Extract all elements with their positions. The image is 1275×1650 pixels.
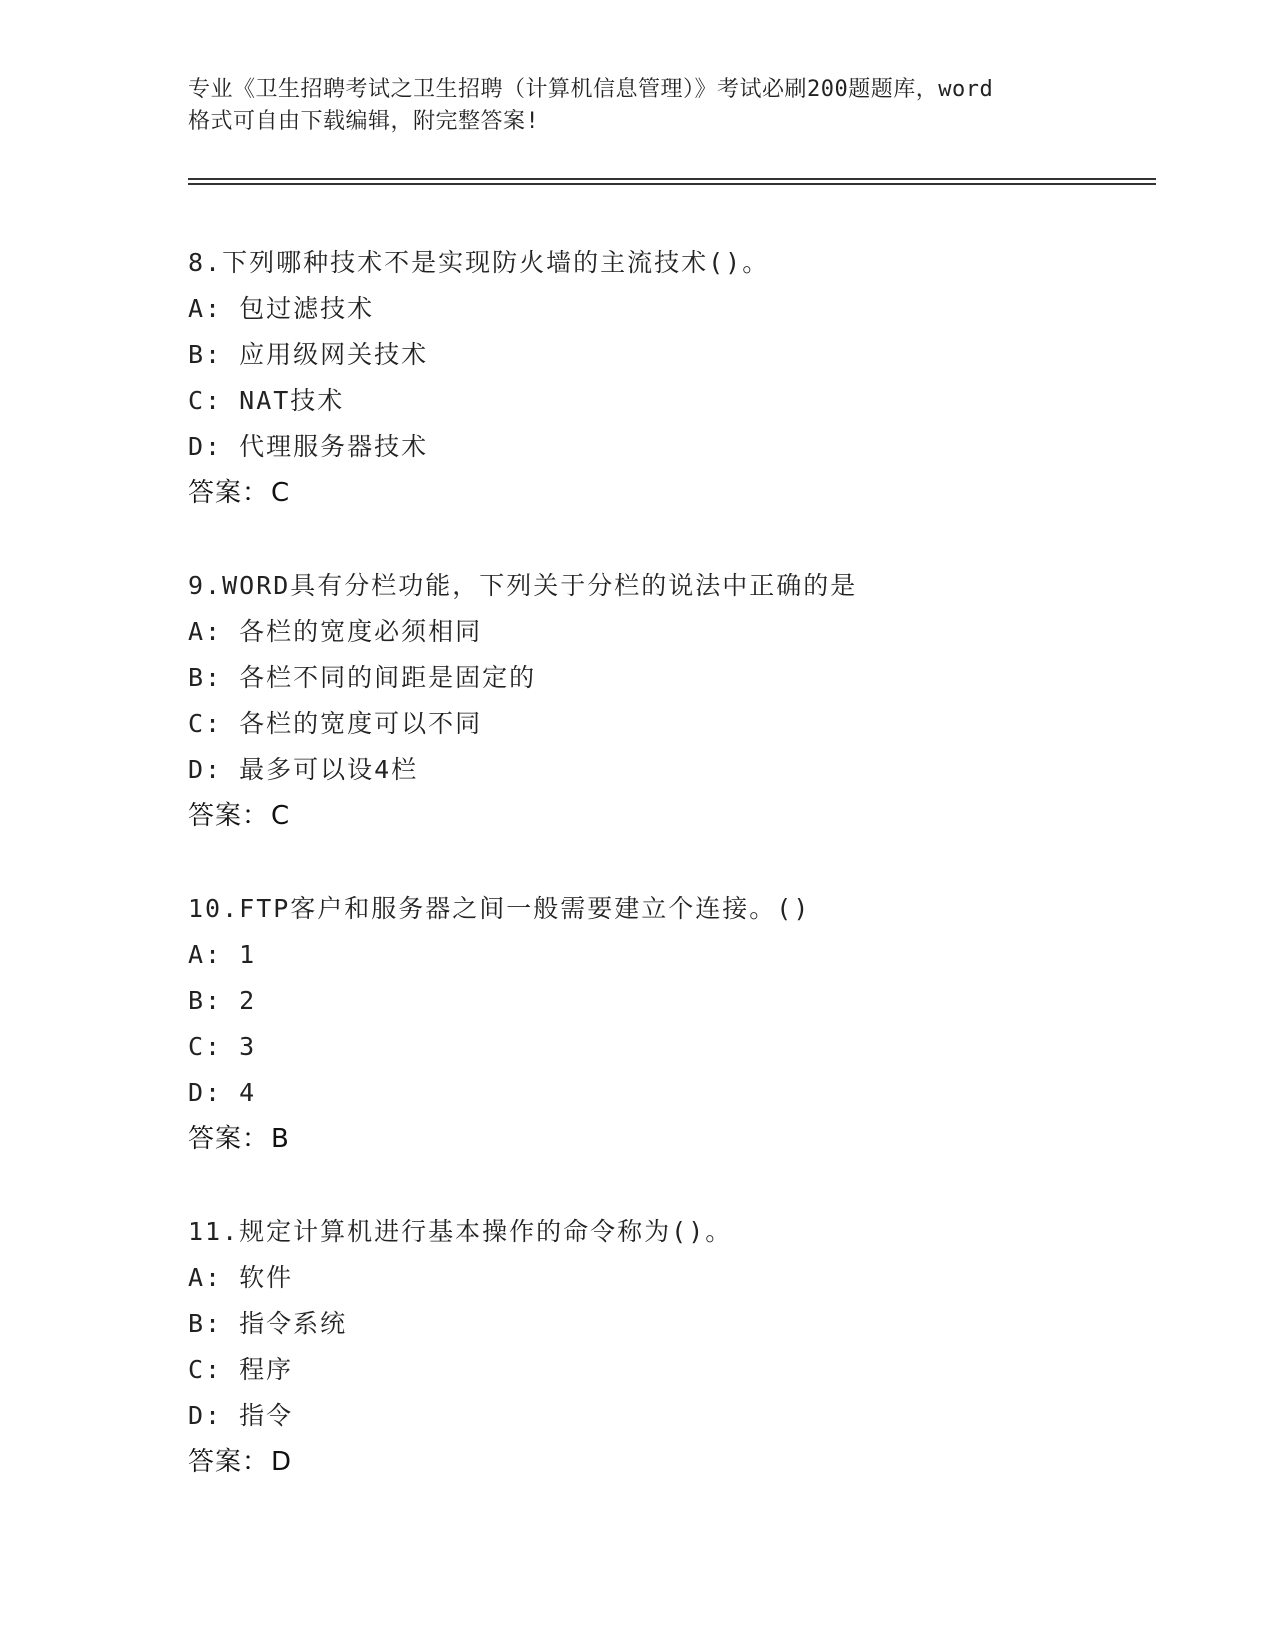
option-d: D: 指令 bbox=[188, 1401, 294, 1430]
option-a: A: 软件 bbox=[188, 1263, 294, 1292]
header-line-1: 专业《卫生招聘考试之卫生招聘（计算机信息管理）》考试必刷200题题库，word bbox=[188, 77, 994, 102]
answer-line bbox=[188, 1439, 1188, 1485]
answer-line bbox=[188, 793, 1188, 839]
question-block bbox=[188, 563, 1188, 839]
option-d: D: 代理服务器技术 bbox=[188, 432, 429, 461]
document-header bbox=[188, 74, 1088, 138]
answer-value: D bbox=[271, 1447, 293, 1477]
question-block bbox=[188, 240, 1188, 516]
question-block bbox=[188, 1209, 1188, 1485]
header-divider-top bbox=[188, 178, 1156, 180]
answer-label: 答案： bbox=[188, 801, 270, 831]
answer-value: C bbox=[271, 801, 291, 831]
option-b: B: 2 bbox=[188, 986, 257, 1015]
answer-label: 答案： bbox=[188, 478, 270, 508]
option-b: B: 各栏不同的间距是固定的 bbox=[188, 663, 537, 692]
option-a: A: 1 bbox=[188, 940, 257, 969]
answer-value: C bbox=[271, 478, 291, 508]
question-stem: 10.FTP客户和服务器之间一般需要建立个连接。() bbox=[188, 894, 811, 923]
answer-label: 答案： bbox=[188, 1124, 270, 1154]
option-b: B: 应用级网关技术 bbox=[188, 340, 429, 369]
question-stem: 11.规定计算机进行基本操作的命令称为()。 bbox=[188, 1217, 733, 1246]
answer-line bbox=[188, 1116, 1188, 1162]
option-d: D: 最多可以设4栏 bbox=[188, 755, 419, 784]
answer-label: 答案： bbox=[188, 1447, 270, 1477]
option-c: C: 程序 bbox=[188, 1355, 294, 1384]
answer-line bbox=[188, 470, 1188, 516]
question-stem: 9.WORD具有分栏功能，下列关于分栏的说法中正确的是 bbox=[188, 571, 858, 600]
option-b: B: 指令系统 bbox=[188, 1309, 348, 1338]
option-a: A: 各栏的宽度必须相同 bbox=[188, 617, 483, 646]
header-line-2: 格式可自由下载编辑，附完整答案! bbox=[188, 109, 540, 134]
question-stem: 8.下列哪种技术不是实现防火墙的主流技术()。 bbox=[188, 248, 770, 277]
answer-value: B bbox=[271, 1124, 290, 1154]
option-c: C: 3 bbox=[188, 1032, 257, 1061]
header-divider-bottom bbox=[188, 183, 1156, 185]
question-block bbox=[188, 886, 1188, 1162]
option-c: C: 各栏的宽度可以不同 bbox=[188, 709, 483, 738]
option-a: A: 包过滤技术 bbox=[188, 294, 375, 323]
option-d: D: 4 bbox=[188, 1078, 257, 1107]
option-c: C: NAT技术 bbox=[188, 386, 345, 415]
